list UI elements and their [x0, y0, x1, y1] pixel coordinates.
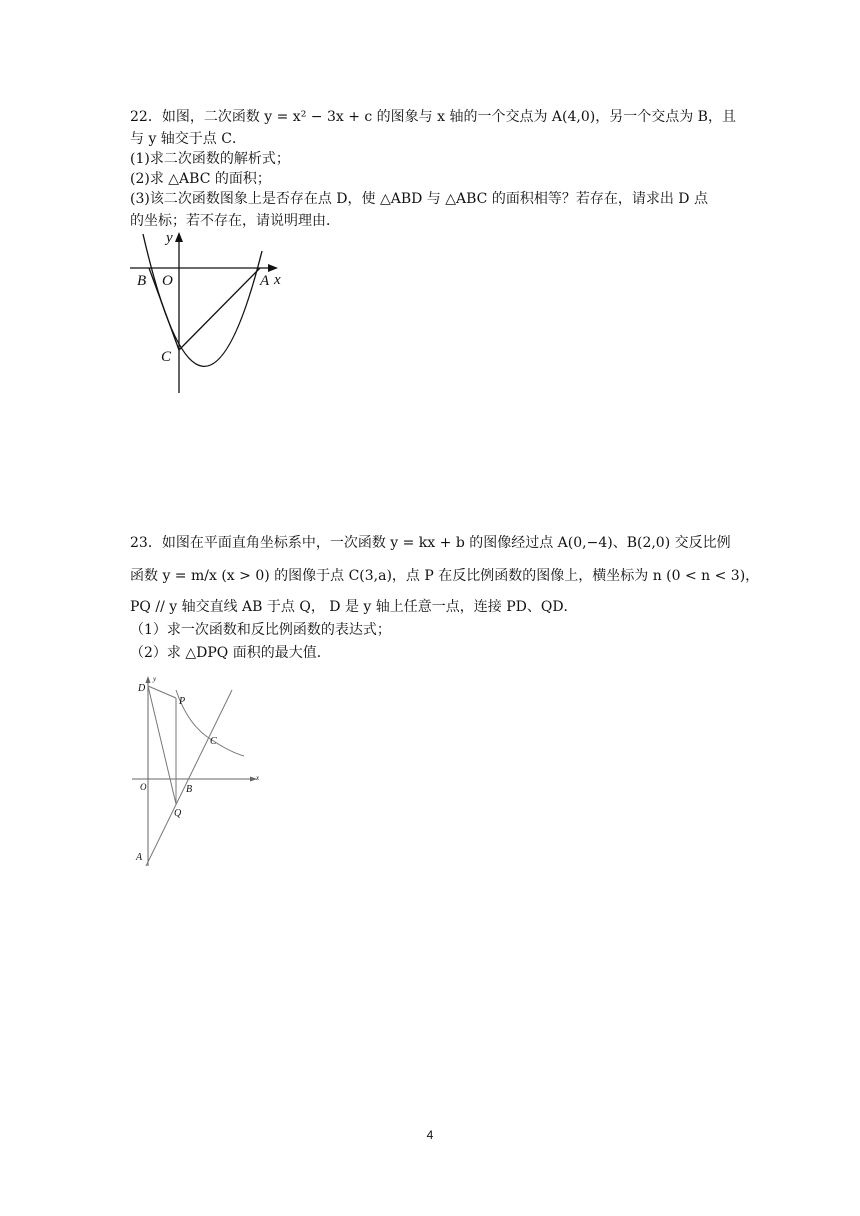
page-number: 4	[426, 1128, 434, 1142]
p23-line-dp	[148, 686, 176, 698]
p23-label-c: C	[210, 736, 217, 747]
p22-x-arrow-icon	[268, 264, 278, 272]
p22-line-1: 22．如图，二次函数 y = x² − 3x + c 的图象与 x 轴的一个交点为 A(4,0)，另一个交点为 B，且	[130, 109, 736, 125]
p22-part-3: (3)该二次函数图象上是否存在点 D，使 △ABD 与 △ABC 的面积相等？若存在，请求出 D 点	[130, 191, 708, 207]
p23-line-3: PQ // y 轴交直线 AB 于点 Q， D 是 y 轴上任意一点，连接 PD、QD．	[130, 599, 578, 615]
p22-label-c: C	[161, 349, 172, 365]
p22-label-x: x	[274, 272, 281, 288]
p23-label-o: O	[140, 782, 147, 792]
p22-label-a: A	[260, 273, 270, 289]
p22-part-3-cont: 的坐标；若不存在，请说明理由．	[130, 213, 340, 229]
p22-figure	[128, 228, 288, 396]
p23-label-p: P	[179, 696, 186, 707]
p22-label-b: B	[137, 273, 147, 289]
p22-line-2: 与 y 轴交于点 C．	[130, 131, 246, 147]
p23-line-dq	[148, 686, 176, 804]
p22-label-o: O	[162, 273, 173, 289]
p22-part-2: (2)求 △ABC 的面积；	[130, 171, 271, 187]
p23-label-y: y	[153, 675, 157, 683]
p23-label-b: B	[186, 784, 193, 795]
p23-figure	[130, 670, 270, 870]
p23-y-arrow-icon	[146, 676, 151, 683]
p23-part-2: （2）求 △DPQ 面积的最大值．	[130, 645, 331, 661]
p22-part-1: (1)求二次函数的解析式；	[130, 151, 290, 167]
p23-line-2: 函数 y = m/x (x > 0) 的图像于点 C(3,a)，点 P 在反比例函数的图像上，横坐标为 n (0 < n < 3)，	[130, 568, 760, 584]
p23-label-d: D	[138, 683, 146, 694]
p23-line-1: 23．如图在平面直角坐标系中，一次函数 y = kx + b 的图像经过点 A(0,−4)、B(2,0) 交反比例	[130, 535, 731, 551]
p23-line-ab	[146, 690, 232, 866]
p23-part-1: （1）求一次函数和反比例函数的表达式；	[130, 622, 391, 638]
p23-label-x: x	[256, 774, 260, 782]
p22-label-y: y	[166, 230, 173, 246]
p22-line-ca	[179, 268, 260, 350]
p22-y-arrow-icon	[175, 232, 183, 242]
p23-label-q: Q	[174, 808, 182, 819]
p23-label-a: A	[136, 852, 143, 863]
